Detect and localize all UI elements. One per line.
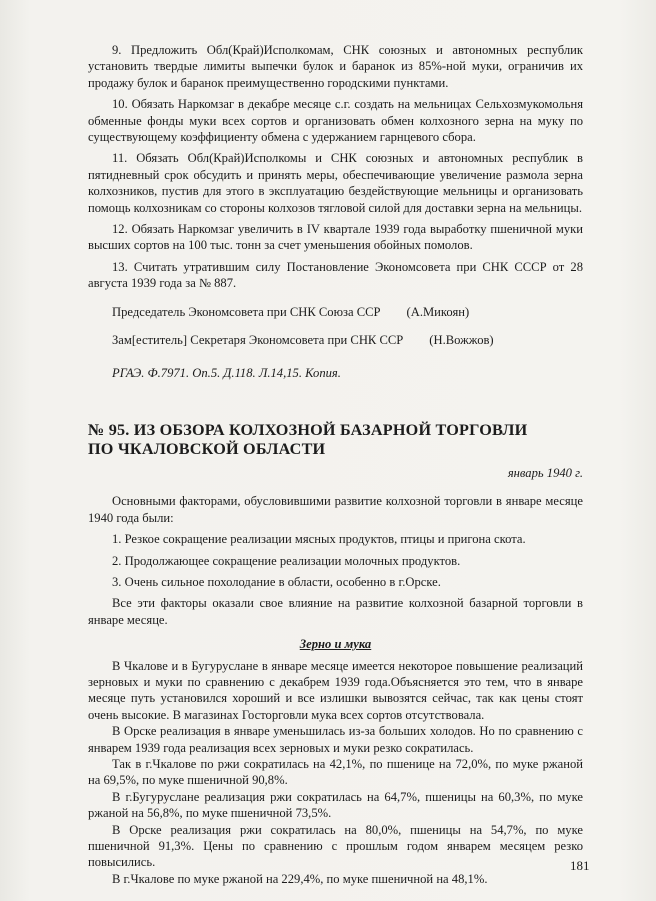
document-title-line-2: ПО ЧКАЛОВСКОЙ ОБЛАСТИ <box>88 439 326 458</box>
paragraph-chkalov-prices: В г.Чкалове по муке ржаной на 229,4%, по муке пшеничной на 48,1%. <box>112 871 488 886</box>
document-body <box>88 42 583 887</box>
factors-summary: Все эти факторы оказали свое влияние на развитие колхозной базарной торговли в январе месяце. <box>88 596 583 627</box>
signature-title: Зам[еститель] Секретаря Экономсовета при СНК ССР <box>112 333 404 348</box>
document-title <box>88 421 583 459</box>
paragraph-9: 9. Предложить Обл(Край)Исполкомам, СНК союзных и автономных республик установить твердые лимиты выпечки булок и баранок из 85%-ной муки, ограничив их продажу булок и баранок преимущественно городскими пунктами. <box>88 43 583 90</box>
paragraph-10: 10. Обязать Наркомзаг в декабре месяце с.г. создать на мельницах Сельхозмукомольня обменные фонды муки всех сортов и организовать обмен колхозного зерна на муку по существующему коэффициенту обмена с удержанием гарнцевого сбора. <box>88 97 583 145</box>
paragraph-11: 11. Обязать Обл(Край)Исполкомы и СНК союзных и автономных республик в пятидневный срок обсудить и принять меры, обеспечивающие увеличение размола зерна колхозников, пустив для этого в эксплуатацию бездействующие мельницы и организовать помощь колхозникам со стороны колхозов тягловой силой для доставки зерна на мельницы. <box>88 151 583 215</box>
paragraph-chkalov-buguruslan: В Чкалове и в Бугуруслане в январе месяце имеется некоторое повышение реализаций зерновых и муки по сравнению с декабрем 1939 года.Объясняется это тем, что в январе месяце путь установился хороший и все излишки вывозятся сейчас, так как цены стоят очень высокие. В магазинах Госторговли мука всех сортов отсутствовала. <box>88 658 583 722</box>
paragraph-13: 13. Считать утратившим силу Постановление Экономсовета при СНК СССР от 28 августа 1939 года за № 887. <box>88 259 583 291</box>
paragraph-12: 12. Обязать Наркомзаг увеличить в IV квартале 1939 года выработку пшеничной муки высших сортов на 100 тыс. тонн за счет уменьшения обойных помолов. <box>88 222 583 253</box>
signature-chairman <box>88 304 583 320</box>
archive-source: РГАЭ. Ф.7971. Оп.5. Д.118. Л.14,15. Копия. <box>112 365 341 380</box>
intro-paragraph: Основными факторами, обусловившими развитие колхозной торговли в январе месяце 1940 года были: <box>88 494 583 525</box>
paragraph-orsk-stats: В Орске реализация ржи сократилась на 80,0%, пшеницы на 54,7%, по муке пшеничной 91,3%. Цены по сравнению с прошлым годом январем месяцем резко повысились. <box>88 822 583 870</box>
document-date: январь 1940 г. <box>507 465 583 480</box>
signature-name: (А.Микоян) <box>406 304 470 319</box>
factor-item: 1. Резкое сокращение реализации мясных продуктов, птицы и пригона скота. <box>112 532 526 547</box>
page-number: 181 <box>570 858 590 873</box>
signature-title: Председатель Экономсовета при СНК Союза ССР <box>112 304 381 319</box>
section-title: Зерно и мука <box>299 637 372 652</box>
paragraph-orsk: В Орске реализация в январе уменьшилась из-за больших холодов. Но по сравнению с январем 1939 года реализация всех зерновых и муки резко сократилась. <box>88 724 583 755</box>
paragraph-buguruslan-stats: В г.Бугуруслане реализация ржи сократилась на 64,7%, пшеницы на 60,3%, по муке ржаной на 56,8%, по муке пшеничной 73,5%. <box>88 789 583 821</box>
factor-item: 3. Очень сильное похолодание в области, особенно в г.Орске. <box>112 574 441 589</box>
signature-deputy <box>88 332 583 348</box>
factor-item: 2. Продолжающее сокращение реализации молочных продуктов. <box>112 553 461 568</box>
document-title-line-1: № 95. ИЗ ОБЗОРА КОЛХОЗНОЙ БАЗАРНОЙ ТОРГОВЛИ <box>88 420 528 439</box>
paragraph-chkalov-stats: Так в г.Чкалове по ржи сократилась на 42,1%, по пшенице на 72,0%, по муке ржаной на 69,5%, по муке пшеничной 90,8%. <box>88 757 583 788</box>
signature-name: (Н.Вожжов) <box>429 333 494 348</box>
